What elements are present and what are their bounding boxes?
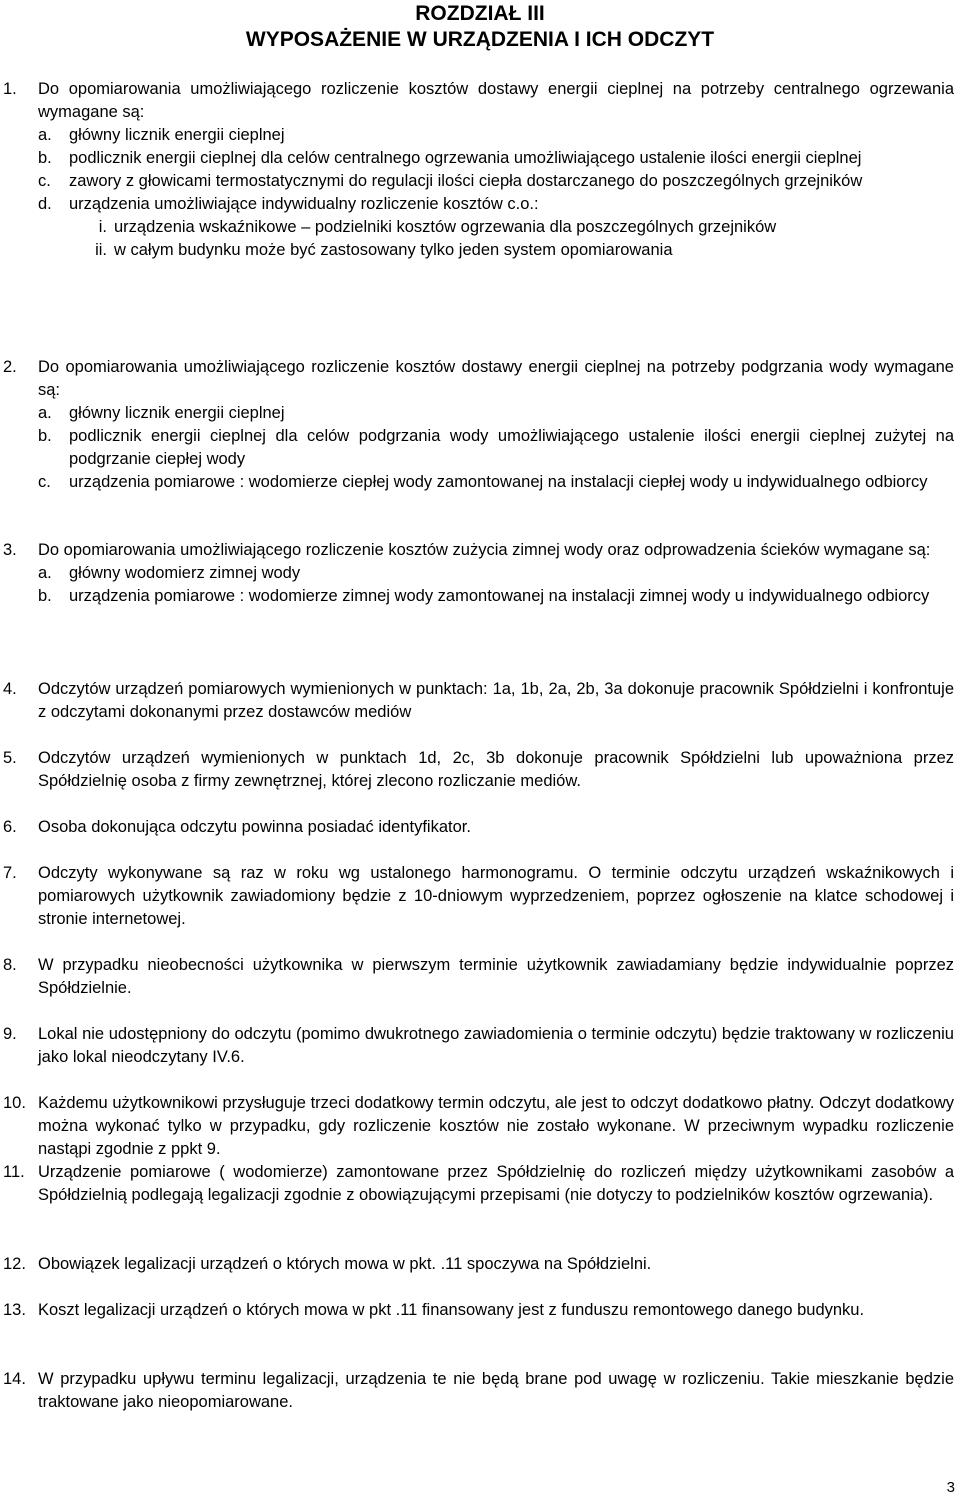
sub-list-item <box>0 239 960 262</box>
item-label: b. <box>38 149 52 167</box>
section-text: Do opomiarowania umożliwiającego rozliczenie kosztów dostawy energii cieplnej na potrzeby centralnego ogrzewania wymagane są: <box>38 80 954 121</box>
section-4 <box>0 678 960 724</box>
section-number: 1. <box>3 80 17 98</box>
list-item <box>0 193 960 216</box>
section-13 <box>0 1299 960 1322</box>
section-text: Odczytów urządzeń wymienionych w punktach 1d, 2c, 3b dokonuje pracownik Spółdzielni lub upoważniona przez Spółdzielnię osoba z firmy zewnętrznej, której zlecono rozliczanie mediów. <box>38 749 954 790</box>
section-number: 12. <box>3 1255 26 1273</box>
section-8 <box>0 954 960 1000</box>
section-number: 9. <box>3 1025 17 1043</box>
item-label: b. <box>38 587 52 605</box>
section-text: W przypadku upływu terminu legalizacji, urządzenia te nie będą brane pod uwagę w rozliczeniu. Takie mieszkanie będzie traktowane jako nieopomiarowane. <box>38 1370 954 1411</box>
section-5 <box>0 747 960 793</box>
chapter-number: ROZDZIAŁ III <box>415 2 545 25</box>
sub-list-item <box>0 216 960 239</box>
section-text: Odczytów urządzeń pomiarowych wymienionych w punktach: 1a, 1b, 2a, 2b, 3a dokonuje pracownik Spółdzielni i konfrontuje z odczytami dokonanymi przez dostawców mediów <box>38 680 954 721</box>
item-label: a. <box>38 564 52 582</box>
item-text: podlicznik energii cieplnej dla celów centralnego ogrzewania umożliwiającego ustalenie ilości energii cieplnej <box>69 149 862 167</box>
section-number: 7. <box>3 864 17 882</box>
list-item <box>0 402 960 425</box>
item-text: urządzenia pomiarowe : wodomierze ciepłej wody zamontowanej na instalacji ciepłej wody u indywidualnego odbiorcy <box>69 473 928 491</box>
chapter-title: WYPOSAŻENIE W URZĄDZENIA I ICH ODCZYT <box>245 28 715 51</box>
item-text: w całym budynku może być zastosowany tylko jeden system opomiarowania <box>114 241 673 259</box>
section-number: 13. <box>3 1301 26 1319</box>
section-7 <box>0 862 960 931</box>
section-number: 14. <box>3 1370 26 1388</box>
section-number: 10. <box>3 1094 26 1112</box>
section-12 <box>0 1253 960 1276</box>
item-label: a. <box>38 404 52 422</box>
section-text: Koszt legalizacji urządzeń o których mowa w pkt .11 finansowany jest z funduszu remontowego danego budynku. <box>38 1301 865 1319</box>
section-6 <box>0 816 960 839</box>
section-2 <box>0 356 960 494</box>
section-number: 6. <box>3 818 17 836</box>
item-label: d. <box>38 195 52 213</box>
item-label: a. <box>38 126 52 144</box>
section-10 <box>0 1092 960 1161</box>
section-text: Osoba dokonująca odczytu powinna posiadać identyfikator. <box>38 818 471 836</box>
item-text: główny wodomierz zimnej wody <box>69 564 301 582</box>
list-item <box>0 147 960 170</box>
item-text: urządzenia wskaźnikowe – podzielniki kosztów ogrzewania dla poszczególnych grzejników <box>114 218 777 236</box>
section-11 <box>0 1161 960 1207</box>
section-9 <box>0 1023 960 1069</box>
list-item <box>0 425 960 471</box>
section-text: Do opomiarowania umożliwiającego rozliczenie kosztów dostawy energii cieplnej na potrzeby podgrzania wody wymagane są: <box>38 358 954 399</box>
section-number: 8. <box>3 956 17 974</box>
section-text: Urządzenie pomiarowe ( wodomierze) zamontowane przez Spółdzielnię do rozliczeń między użytkownikami zasobów a Spółdzielnią podlegają legalizacji zgodnie z obowiązującymi przepisami (nie dotyczy to podzielników kosztów ogrzewania). <box>38 1163 954 1204</box>
section-text: Lokal nie udostępniony do odczytu (pomimo dwukrotnego zawiadomienia o terminie odczytu) będzie traktowany w rozliczeniu jako lokal nieodczytany IV.6. <box>38 1025 954 1066</box>
section-1 <box>0 78 960 262</box>
item-label: ii. <box>95 241 107 259</box>
item-label: i. <box>98 218 107 236</box>
page-number: 3 <box>946 1479 955 1496</box>
item-text: urządzenia umożliwiające indywidualny rozliczenie kosztów c.o.: <box>69 195 539 213</box>
section-number: 3. <box>3 541 17 559</box>
item-text: główny licznik energii cieplnej <box>69 126 285 144</box>
item-label: c. <box>38 473 51 491</box>
section-text: Odczyty wykonywane są raz w roku wg ustalonego harmonogramu. O terminie odczytu urządzeń wskaźnikowych i pomiarowych użytkownik zawiadomiony będzie z 10-dniowym wyprzedzeniem, poprzez ogłoszenie na klatce schodowej i stronie internetowej. <box>38 864 954 928</box>
list-item <box>0 471 960 494</box>
item-text: zawory z głowicami termostatycznymi do regulacji ilości ciepła dostarczanego do poszczególnych grzejników <box>69 172 863 190</box>
list-item <box>0 562 960 585</box>
section-text: Każdemu użytkownikowi przysługuje trzeci dodatkowy termin odczytu, ale jest to odczyt dodatkowo płatny. Odczyt dodatkowy można wykonać tylko w przypadku, gdy rozliczenie kosztów nie zostało wykonane. W przeciwnym wypadku rozliczenie nastąpi zgodnie z ppkt 9. <box>38 1094 954 1158</box>
item-text: podlicznik energii cieplnej dla celów podgrzania wody umożliwiającego ustalenie ilości energii cieplnej zużytej na podgrzanie ciepłej wody <box>69 427 954 468</box>
list-item <box>0 124 960 147</box>
section-number: 5. <box>3 749 17 767</box>
list-item <box>0 170 960 193</box>
section-number: 11. <box>3 1163 25 1181</box>
item-text: urządzenia pomiarowe : wodomierze zimnej wody zamontowanej na instalacji zimnej wody u indywidualnego odbiorcy <box>69 587 930 605</box>
section-number: 2. <box>3 358 17 376</box>
section-text: Obowiązek legalizacji urządzeń o których mowa w pkt. .11 spoczywa na Spółdzielni. <box>38 1255 652 1273</box>
item-label: c. <box>38 172 51 190</box>
list-item <box>0 585 960 608</box>
section-text: Do opomiarowania umożliwiającego rozliczenie kosztów zużycia zimnej wody oraz odprowadzenia ścieków wymagane są: <box>38 541 931 559</box>
section-number: 4. <box>3 680 17 698</box>
section-14 <box>0 1368 960 1414</box>
item-text: główny licznik energii cieplnej <box>69 404 285 422</box>
section-text: W przypadku nieobecności użytkownika w pierwszym terminie użytkownik zawiadamiany będzie indywidualnie poprzez Spółdzielnie. <box>38 956 954 997</box>
section-3 <box>0 539 960 608</box>
item-label: b. <box>38 427 52 445</box>
